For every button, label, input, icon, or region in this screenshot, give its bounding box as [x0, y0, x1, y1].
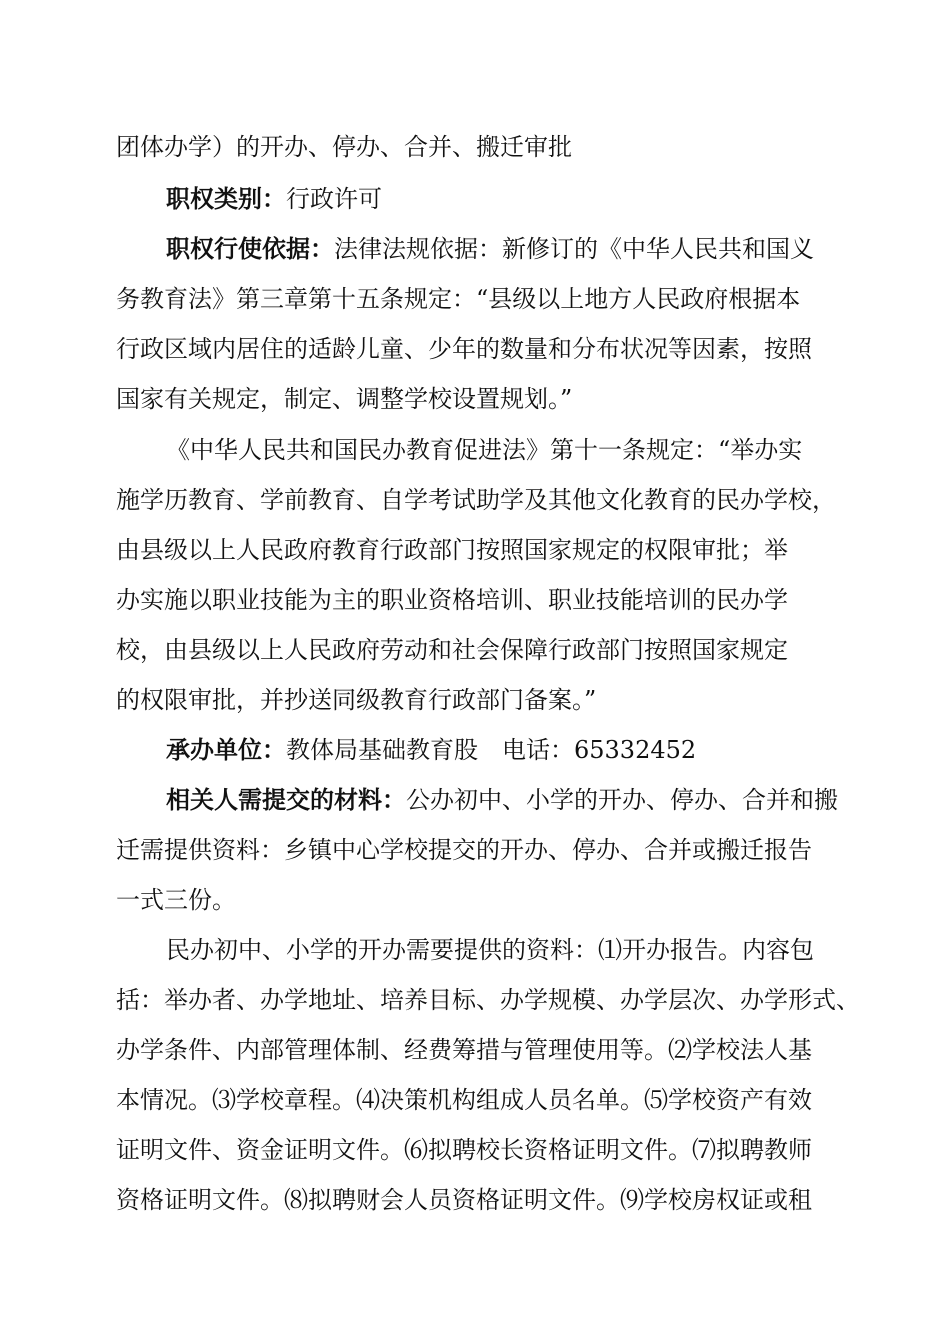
text-line: 本情况。⑶学校章程。⑷决策机构组成人员名单。⑸学校资产有效 — [116, 1086, 812, 1114]
text-line: 一式三份。 — [116, 886, 236, 914]
text-line: 办实施以职业技能为主的职业资格培训、职业技能培训的民办学 — [116, 586, 788, 614]
field-value: 法律法规依据：新修订的《中华人民共和国义 — [334, 235, 814, 263]
field-label: 职权类别： — [166, 185, 286, 213]
text-line: 证明文件、资金证明文件。⑹拟聘校长资格证明文件。⑺拟聘教师 — [116, 1136, 812, 1164]
text-line: 行政区域内居住的适龄儿童、少年的数量和分布状况等因素，按照 — [116, 335, 812, 363]
text-line: 资格证明文件。⑻拟聘财会人员资格证明文件。⑼学校房权证或租 — [116, 1186, 812, 1214]
field-legal-basis — [166, 233, 906, 265]
text-line: 团体办学）的开办、停办、合并、搬迁审批 — [116, 133, 572, 161]
text-line: 括：举办者、办学地址、培养目标、办学规模、办学层次、办学形式、 — [116, 986, 860, 1014]
field-permission-category — [166, 183, 906, 215]
text-line: 民办初中、小学的开办需要提供的资料：⑴开办报告。内容包 — [166, 936, 814, 964]
field-label: 承办单位： — [166, 736, 286, 764]
text-line: 校，由县级以上人民政府劳动和社会保障行政部门按照国家规定 — [116, 636, 788, 664]
text-line: 《中华人民共和国民办教育促进法》第十一条规定：“举办实 — [166, 436, 803, 464]
field-required-materials — [166, 784, 906, 816]
field-value: 教体局基础教育股 电话：65332452 — [286, 736, 697, 764]
text-line: 务教育法》第三章第十五条规定：“县级以上地方人民政府根据本 — [116, 285, 801, 313]
field-label: 相关人需提交的材料： — [166, 786, 406, 814]
field-handling-unit — [166, 734, 906, 766]
text-line: 迁需提供资料：乡镇中心学校提交的开办、停办、合并或搬迁报告 — [116, 836, 812, 864]
field-label: 职权行使依据： — [166, 235, 334, 263]
text-line: 国家有关规定，制定、调整学校设置规划。” — [116, 385, 573, 413]
text-line: 办学条件、内部管理体制、经费筹措与管理使用等。⑵学校法人基 — [116, 1036, 812, 1064]
text-line: 由县级以上人民政府教育行政部门按照国家规定的权限审批；举 — [116, 536, 788, 564]
field-value: 公办初中、小学的开办、停办、合并和搬 — [406, 786, 838, 814]
text-line: 施学历教育、学前教育、自学考试助学及其他文化教育的民办学校， — [116, 486, 836, 514]
field-value: 行政许可 — [286, 185, 382, 213]
text-line: 的权限审批，并抄送同级教育行政部门备案。” — [116, 686, 597, 714]
